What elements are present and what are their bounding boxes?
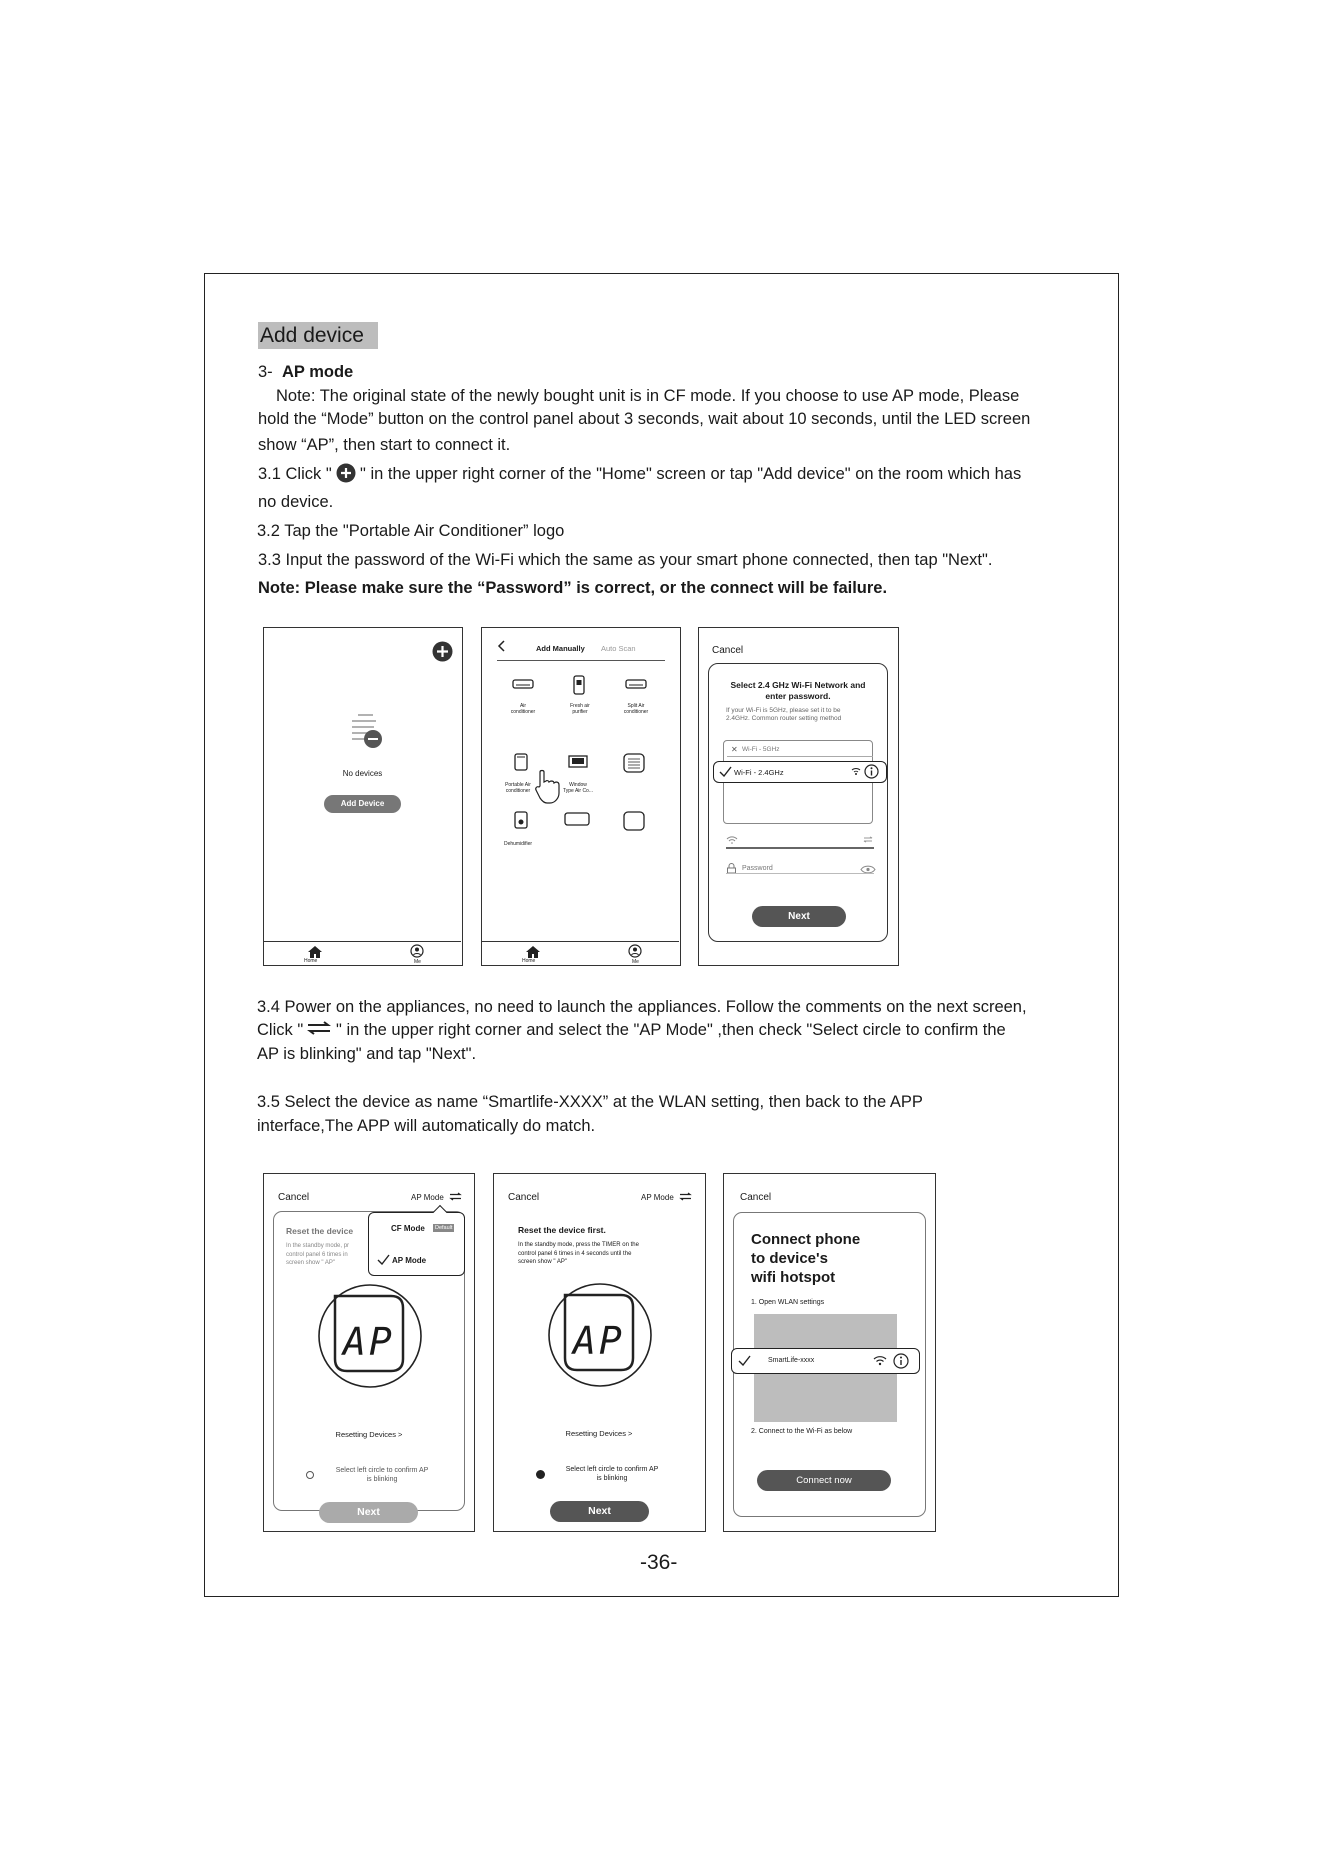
cancel-button[interactable]: Cancel bbox=[508, 1192, 540, 1203]
cancel-button[interactable]: Cancel bbox=[740, 1192, 772, 1203]
smartlife-network-row[interactable] bbox=[731, 1348, 920, 1374]
ap-mode-toggle[interactable]: AP Mode bbox=[411, 1193, 444, 1202]
nav-home-label: Home bbox=[522, 958, 536, 964]
wifi-signal-icon bbox=[873, 1355, 887, 1366]
step-3-5-line2: interface,The APP will automatically do match. bbox=[257, 1117, 596, 1135]
phone-screen-connect-hotspot bbox=[723, 1173, 936, 1532]
password-field[interactable]: Password bbox=[742, 865, 773, 872]
portable-air-conditioner-icon[interactable] bbox=[514, 753, 528, 771]
page-heading: Add device bbox=[258, 322, 378, 349]
step-3-2: 3.2 Tap the "Portable Air Conditioner” logo bbox=[257, 522, 565, 540]
wifi-24ghz-label: Wi-Fi - 2.4GHz bbox=[734, 768, 784, 777]
no-devices-text: No devices bbox=[342, 769, 383, 778]
plus-circle-icon bbox=[336, 463, 356, 483]
dropdown-caret bbox=[433, 1205, 447, 1219]
fresh-air-purifier-icon[interactable] bbox=[573, 675, 585, 695]
nav-divider bbox=[482, 941, 679, 942]
step-3-1-line2: no device. bbox=[258, 493, 334, 511]
step-3-4-click: Click " bbox=[257, 1021, 304, 1039]
info-icon[interactable] bbox=[864, 764, 879, 779]
device-label: Portable Air conditioner bbox=[505, 782, 531, 794]
device-label: Window Type Air Co... bbox=[562, 782, 593, 794]
password-underline bbox=[726, 873, 874, 874]
check-icon bbox=[377, 1254, 390, 1265]
wifi-5ghz-item[interactable]: Wi-Fi - 5GHz bbox=[742, 746, 780, 753]
menu-item-ap-mode[interactable]: AP Mode bbox=[392, 1256, 427, 1265]
step-open-wlan: 1. Open WLAN settings bbox=[751, 1299, 825, 1306]
wifi-hint: If your Wi-Fi is 5GHz, please set it to be 2.4GHz. Common router setting method bbox=[726, 707, 842, 722]
smartlife-network-label: SmartLife-xxxx bbox=[768, 1357, 815, 1364]
nav-me-label: Me bbox=[632, 959, 639, 965]
device-label: Split Air conditioner bbox=[623, 703, 649, 715]
step-3-1-prefix: 3.1 Click " bbox=[258, 465, 332, 483]
split-air-conditioner-icon[interactable] bbox=[625, 678, 647, 692]
switch-icon[interactable] bbox=[863, 836, 873, 843]
step-3-4-line1: 3.4 Power on the appliances, no need to launch the appliances. Follow the comments on the next screen, bbox=[257, 998, 1027, 1016]
reset-title: Reset the device first. bbox=[518, 1225, 606, 1235]
tab-underline bbox=[497, 660, 665, 661]
wifi-signal-icon bbox=[851, 767, 861, 775]
air-conditioner-icon[interactable] bbox=[512, 678, 534, 692]
back-icon[interactable] bbox=[497, 640, 505, 652]
check-icon bbox=[719, 766, 732, 777]
confirm-radio-label: Select left circle to confirm AP is blinking bbox=[565, 1466, 659, 1482]
wifi-icon bbox=[726, 835, 738, 844]
reset-instructions: In the standby mode, pr control panel 6 times in screen show " AP" bbox=[286, 1243, 350, 1266]
empty-list-icon bbox=[346, 713, 384, 751]
reset-title: Reset the device bbox=[286, 1226, 354, 1236]
device-label: Fresh air purifier bbox=[570, 703, 590, 715]
next-button[interactable]: Next bbox=[752, 906, 846, 927]
check-icon bbox=[738, 1355, 751, 1366]
add-icon[interactable] bbox=[432, 641, 453, 662]
me-icon[interactable] bbox=[410, 944, 424, 958]
step-3-1-text: " in the upper right corner of the "Home" screen or tap "Add device" on the room which has bbox=[360, 465, 1022, 483]
next-button-disabled[interactable]: Next bbox=[319, 1502, 418, 1523]
nav-divider bbox=[264, 941, 461, 942]
tap-hand-icon bbox=[532, 768, 566, 808]
wifi-card bbox=[708, 663, 888, 942]
ap-mode-toggle[interactable]: AP Mode bbox=[641, 1193, 674, 1202]
hotspot-title: Connect phone to device's wifi hotspot bbox=[751, 1231, 861, 1286]
me-icon[interactable] bbox=[628, 944, 642, 958]
section-title: AP mode bbox=[282, 363, 354, 381]
phone-screen-add-manually bbox=[481, 627, 681, 966]
default-badge: Default bbox=[435, 1225, 453, 1231]
page-number: -36- bbox=[640, 1551, 678, 1574]
home-icon[interactable] bbox=[308, 946, 322, 958]
phone-screen-home bbox=[263, 627, 463, 966]
next-button[interactable]: Next bbox=[550, 1501, 649, 1522]
add-device-button[interactable]: Add Device bbox=[324, 795, 401, 813]
list-divider bbox=[727, 756, 873, 757]
mode-switch-icon[interactable] bbox=[679, 1192, 692, 1201]
note-password: Note: Please make sure the “Password” is correct, or the connect will be failure. bbox=[258, 579, 888, 597]
reset-instructions: In the standby mode, press the TIMER on the control panel 6 times in 4 seconds until the screen show " AP" bbox=[518, 1242, 639, 1265]
display-ap-text: AP bbox=[573, 1319, 625, 1363]
note-line-3: show “AP”, then start to connect it. bbox=[258, 436, 511, 454]
resetting-devices-link[interactable]: Resetting Devices > bbox=[565, 1429, 633, 1438]
note-line-2: hold the “Mode” button on the control panel about 3 seconds, wait about 10 seconds, until the LED screen bbox=[258, 410, 1031, 428]
device-tile-icon[interactable] bbox=[623, 753, 645, 773]
phone-screen-reset-selected bbox=[493, 1173, 706, 1532]
display-ap-text: AP bbox=[343, 1320, 395, 1364]
phone-screen-wifi bbox=[698, 627, 899, 966]
phone-screen-reset-menu bbox=[263, 1173, 475, 1532]
nav-home-label: Home bbox=[304, 958, 318, 964]
step-3-4-line3: AP is blinking" and tap "Next". bbox=[257, 1045, 477, 1063]
info-icon[interactable] bbox=[893, 1353, 909, 1369]
confirm-radio[interactable] bbox=[306, 1471, 314, 1479]
wifi-24ghz-row[interactable] bbox=[713, 761, 887, 783]
mode-dropdown bbox=[368, 1212, 465, 1276]
wifi-5ghz-x: ✕ bbox=[731, 745, 738, 754]
connect-now-button[interactable]: Connect now bbox=[757, 1470, 891, 1491]
device-label: Air conditioner bbox=[510, 703, 536, 715]
tab-add-manually[interactable]: Add Manually bbox=[536, 644, 585, 653]
home-icon[interactable] bbox=[526, 946, 540, 958]
mode-switch-icon bbox=[306, 1021, 332, 1035]
device-label: Dehumidifier bbox=[503, 841, 533, 847]
device-tile-icon[interactable] bbox=[623, 811, 645, 831]
wifi-card-title: Select 2.4 GHz Wi-Fi Network and enter password. bbox=[730, 680, 866, 701]
device-tile-icon[interactable] bbox=[564, 812, 590, 826]
dehumidifier-icon[interactable] bbox=[514, 811, 528, 829]
step-connect-wifi: 2. Connect to the Wi-Fi as below bbox=[751, 1428, 853, 1435]
step-3-4-line2: " in the upper right corner and select the "AP Mode" ,then check "Select circle to confirm the bbox=[336, 1021, 1006, 1039]
note-line-1: Note: The original state of the newly bought unit is in CF mode. If you choose to use AP mode, Please bbox=[276, 387, 1020, 405]
menu-item-cf-mode[interactable]: CF Mode bbox=[391, 1224, 425, 1233]
mode-switch-icon[interactable] bbox=[449, 1192, 462, 1201]
cancel-button[interactable]: Cancel bbox=[712, 645, 744, 656]
section-number: 3- bbox=[258, 363, 273, 381]
window-air-conditioner-icon[interactable] bbox=[568, 755, 588, 768]
cancel-button[interactable]: Cancel bbox=[278, 1192, 310, 1203]
nav-me-label: Me bbox=[414, 959, 421, 965]
step-3-3: 3.3 Input the password of the Wi-Fi which the same as your smart phone connected, then tap "Next". bbox=[258, 551, 993, 569]
tab-auto-scan[interactable]: Auto Scan bbox=[601, 644, 636, 653]
step-3-5-line1: 3.5 Select the device as name “Smartlife-XXXX” at the WLAN setting, then back to the APP bbox=[257, 1093, 923, 1111]
confirm-radio-selected[interactable] bbox=[536, 1470, 545, 1479]
resetting-devices-link[interactable]: Resetting Devices > bbox=[335, 1430, 403, 1439]
confirm-radio-label: Select left circle to confirm AP is blinking bbox=[335, 1467, 429, 1483]
wifi-input-underline bbox=[726, 847, 874, 849]
